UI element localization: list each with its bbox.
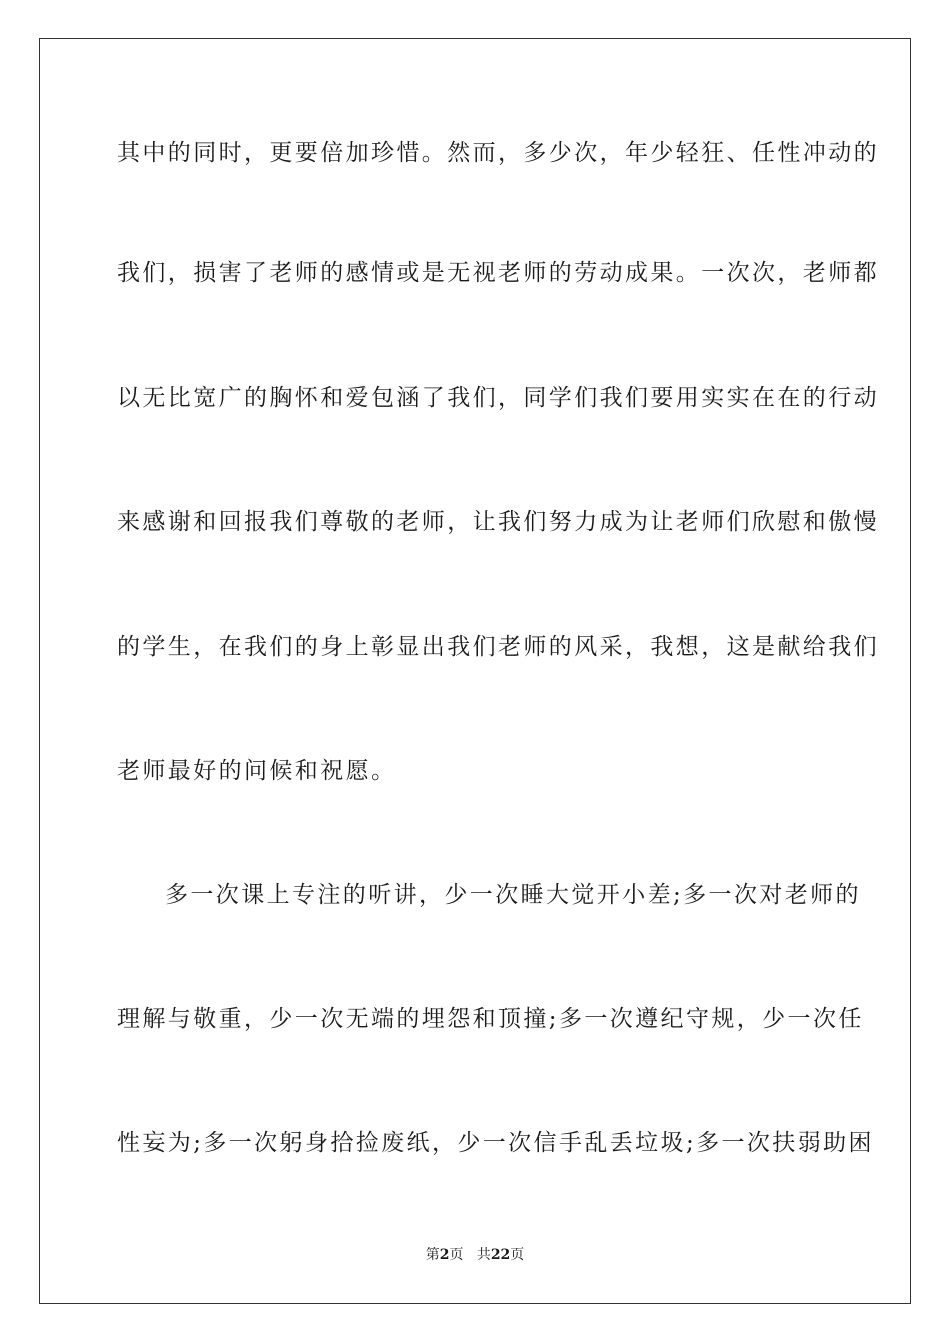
page-prefix: 第 (425, 1247, 440, 1263)
text-line-5: 的学生，在我们的身上彰显出我们老师的风采，我想，这是献给我们 (117, 634, 879, 660)
text-line-2: 我们，损害了老师的感情或是无视老师的劳动成果。一次次，老师都 (117, 260, 879, 286)
page-border (39, 38, 911, 1304)
text-line-4: 来感谢和回报我们尊敬的老师，让我们努力成为让老师们欣慰和傲慢 (117, 509, 879, 535)
text-line-8: 理解与敬重，少一次无端的埋怨和顶撞;多一次遵纪守规，少一次任 (117, 1006, 864, 1032)
page-number: 2 (439, 1247, 450, 1263)
text-line-1: 其中的同时，更要倍加珍惜。然而，多少次，年少轻狂、任性冲动的 (117, 140, 879, 166)
page-footer (0, 1246, 950, 1264)
total-pages: 22 (490, 1247, 511, 1263)
text-line-7: 多一次课上专注的听讲，少一次睡大觉开小差;多一次对老师的 (165, 882, 861, 908)
text-line-9: 性妄为;多一次躬身拾捡废纸，少一次信手乱丢垃圾;多一次扶弱助困 (117, 1130, 874, 1156)
text-line-6: 老师最好的问候和祝愿。 (117, 758, 397, 784)
total-prefix: 共 (476, 1247, 491, 1263)
text-line-3: 以无比宽广的胸怀和爱包涵了我们，同学们我们要用实实在在的行动 (117, 385, 879, 411)
page-suffix: 页 (449, 1247, 464, 1263)
total-suffix: 页 (510, 1247, 525, 1263)
